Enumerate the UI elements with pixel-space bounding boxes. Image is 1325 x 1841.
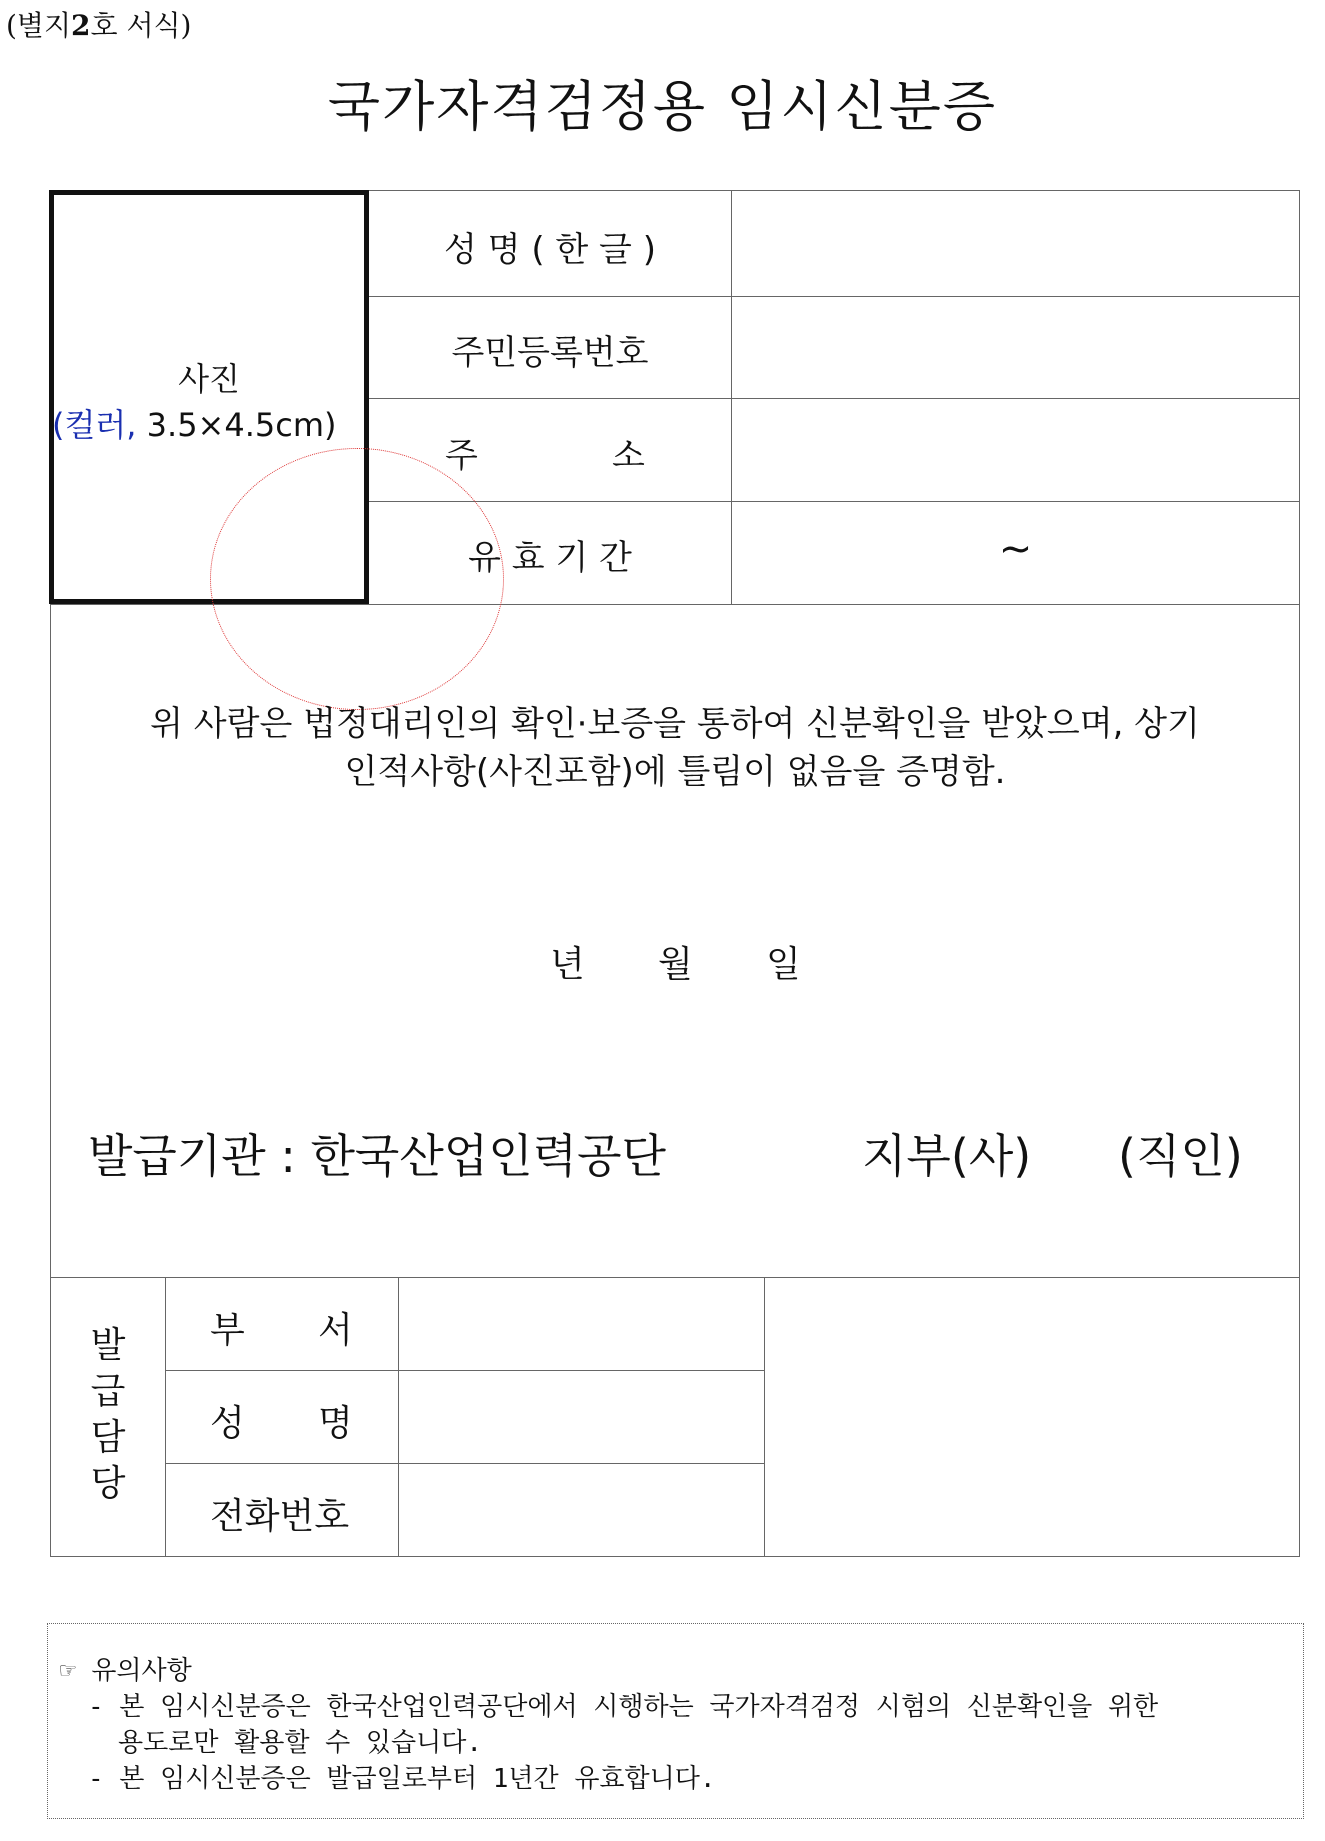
name-label: 성 명 ( 한 글 ) [444, 230, 656, 270]
issuer-branch: 지부(사) [862, 1129, 1032, 1183]
photo-spec-size: 3.5×4.5cm) [136, 406, 337, 444]
side-char: 급 [90, 1371, 126, 1412]
column-divider [165, 1277, 166, 1557]
photo-label: 사진 [178, 360, 240, 398]
notes-heading: ☞ 유의사항 [60, 1656, 192, 1686]
issuer-label: 발급기관 : 한국산업인력공단 [88, 1129, 666, 1183]
date-day: 일 [766, 944, 801, 985]
section-divider [50, 1277, 1300, 1278]
note-item-2: - 본 임시신분증은 발급일로부터 1년간 유효합니다. [88, 1764, 716, 1794]
certification-line-2: 인적사항(사진포함)에 틀림이 없음을 증명함. [344, 752, 1006, 792]
date-year: 년 [550, 944, 585, 985]
form-code-suffix: 호 서식) [90, 9, 192, 42]
row-divider [369, 398, 1300, 399]
staff-name-label-first: 성 [210, 1403, 245, 1444]
address-label-second: 소 [612, 436, 645, 476]
row-divider [369, 296, 1300, 297]
rrn-label: 주민등록번호 [451, 333, 649, 373]
photo-spec-color: (컬러, [52, 406, 137, 444]
address-label-first: 주 [445, 436, 478, 476]
photo-spec [52, 400, 337, 446]
form-code [6, 4, 191, 44]
issuing-staff-side-label [78, 1323, 138, 1507]
row-divider [165, 1370, 764, 1371]
validity-range-mark: ~ [998, 526, 1033, 572]
side-char: 담 [90, 1417, 126, 1458]
note-item-1-line-2: 용도로만 활용할 수 있습니다. [118, 1728, 483, 1758]
form-code-number: 2 [71, 9, 91, 42]
side-char: 발 [90, 1325, 126, 1366]
column-divider [764, 1277, 765, 1557]
dept-label-second: 서 [318, 1310, 353, 1351]
document-title: 국가자격검정용 임시신분증 [327, 75, 998, 138]
dept-label-first: 부 [210, 1310, 245, 1351]
seal-stamp-circle [210, 448, 504, 710]
row-divider [369, 501, 1300, 502]
form-code-prefix: (별지 [6, 9, 72, 42]
side-char: 당 [90, 1463, 126, 1504]
validity-label: 유 효 기 간 [468, 538, 632, 578]
row-divider [165, 1463, 764, 1464]
certification-line-1: 위 사람은 법정대리인의 확인·보증을 통하여 신분확인을 받았으며, 상기 [150, 704, 1200, 744]
issuer-seal: (직인) [1118, 1129, 1243, 1183]
column-divider [398, 1277, 399, 1557]
note-item-1-line-1: - 본 임시신분증은 한국산업인력공단에서 시행하는 국가자격검정 시험의 신분확인을 위한 [88, 1692, 1159, 1722]
date-month: 월 [658, 944, 693, 985]
staff-name-label-second: 명 [318, 1403, 353, 1444]
phone-label: 전화번호 [210, 1496, 350, 1537]
